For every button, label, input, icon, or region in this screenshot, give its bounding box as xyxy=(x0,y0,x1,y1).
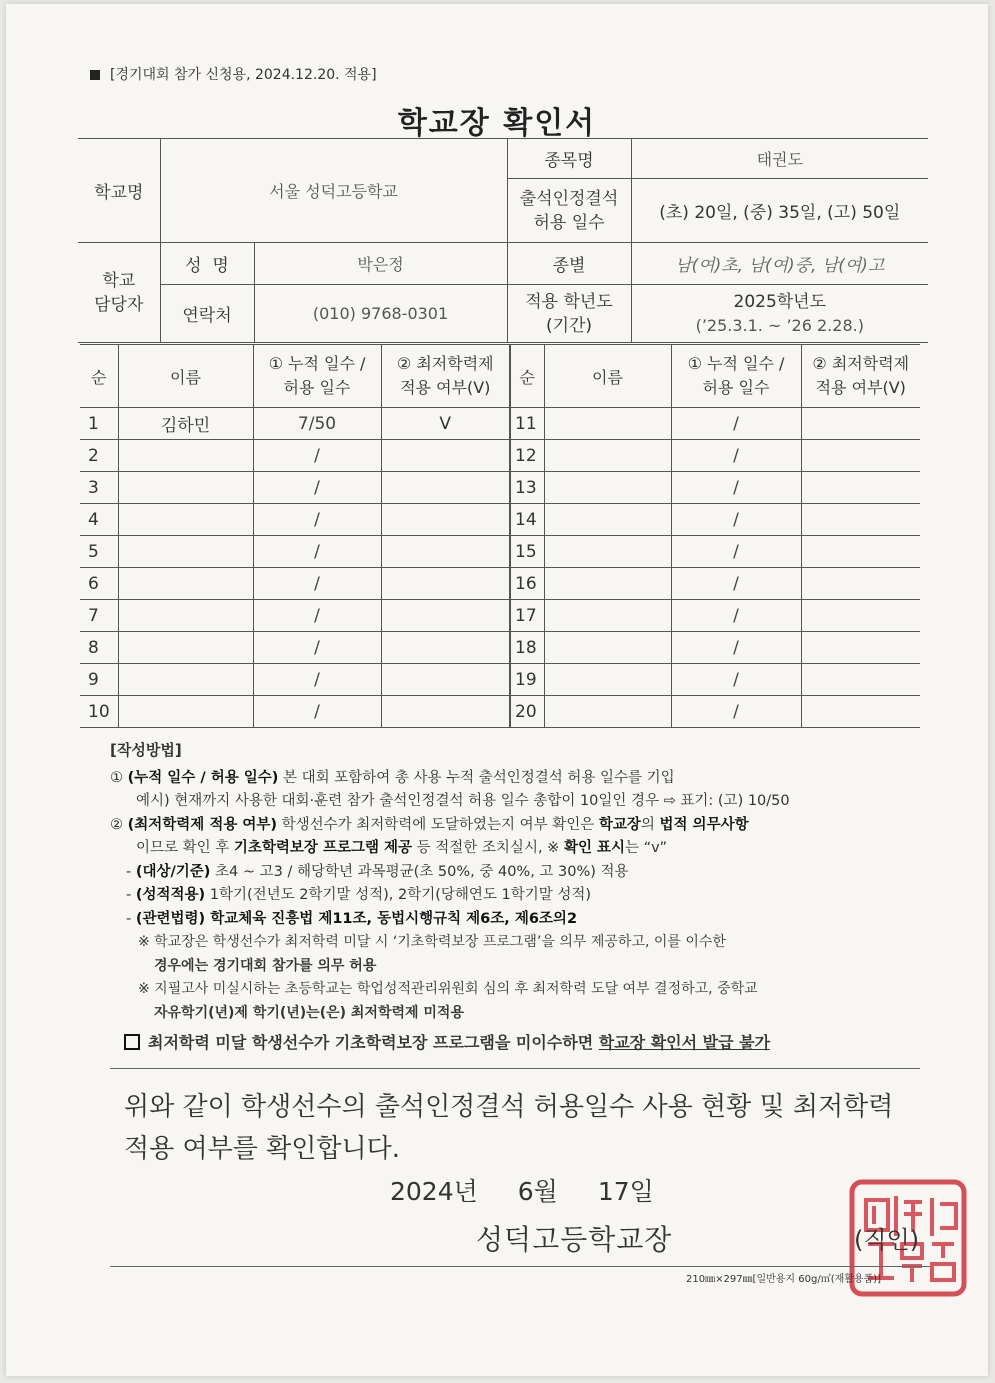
row-name-right xyxy=(544,472,671,504)
paper-spec-footer: 210㎜×297㎜[일반용지 60g/㎡(재활용품)] xyxy=(686,1274,882,1285)
writing-method xyxy=(110,739,930,1055)
final-text-b: 학교장 확인서 발급 불가 xyxy=(598,1033,771,1052)
table-row xyxy=(80,664,920,696)
issue-date xyxy=(390,1172,694,1208)
row-check-left xyxy=(381,536,510,568)
year-value xyxy=(631,285,928,343)
row-no-right: 17 xyxy=(510,600,544,632)
row-no-right: 19 xyxy=(510,664,544,696)
principal-title: 성덕고등학교장 xyxy=(476,1223,673,1256)
row-no-right: 15 xyxy=(510,536,544,568)
year-label xyxy=(507,285,631,343)
item1-mark: ① xyxy=(110,769,123,786)
row-no-left: 9 xyxy=(80,664,118,696)
event-label: 종목명 xyxy=(507,139,631,179)
absence-label xyxy=(507,179,631,243)
manager-label-line2: 담당자 xyxy=(94,294,144,315)
method-item-2-line2 xyxy=(110,837,930,861)
row-check-left xyxy=(381,696,510,728)
col-min-right-line2: 적용 여부(V) xyxy=(815,378,906,397)
contact-value: (010) 9768-0301 xyxy=(254,285,507,343)
item2-text-c: 의 xyxy=(640,816,660,833)
col-days-left-line2: 허용 일수 xyxy=(283,378,351,397)
col-min-left-line2: 적용 여부(V) xyxy=(400,378,491,397)
document-page xyxy=(6,4,988,1376)
name-value: 박은정 xyxy=(254,243,507,285)
method-item-1 xyxy=(110,767,930,791)
date-year: 2024년 xyxy=(390,1177,478,1206)
item2-line2-bold2: 확인 표시 xyxy=(563,840,626,856)
col-days-left-line1: ① 누적 일수 / xyxy=(268,354,366,373)
row-name-left xyxy=(118,536,253,568)
item1-text: 본 대회 포함하여 총 사용 누적 출석인정결석 허용 일수를 기입 xyxy=(278,769,675,786)
row-check-right xyxy=(801,440,920,472)
method-item-1-example: 예시) 현재까지 사용한 대회·훈련 참가 출석인정결석 허용 일수 총합이 10일인 경우 ⇨ 표기: (고) 10/50 xyxy=(136,793,790,809)
row-no-right: 16 xyxy=(510,568,544,600)
row-days-right: / xyxy=(671,408,801,440)
row-no-left: 2 xyxy=(80,440,118,472)
row-name-right xyxy=(544,504,671,536)
header-note-text: [경기대회 참가 신청용, 2024.12.20. 적용] xyxy=(110,67,377,83)
row-check-left xyxy=(381,600,510,632)
year-value-text: 2025학년도 xyxy=(733,291,827,312)
row-no-left: 1 xyxy=(80,408,118,440)
row-days-left: / xyxy=(253,504,381,536)
row-check-right xyxy=(801,536,920,568)
item2-bold-b: 학교장 xyxy=(598,816,641,833)
row-name-right xyxy=(544,408,671,440)
row-name-left xyxy=(118,504,253,536)
col-no-left: 순 xyxy=(80,345,118,408)
table-row xyxy=(80,568,920,600)
row-check-right xyxy=(801,632,920,664)
row-days-left: / xyxy=(253,664,381,696)
method-sub-3: - (관련법령) 학교체육 진흥법 제11조, 동법시행규칙 제6조, 제6조의2 xyxy=(126,910,578,927)
row-name-right xyxy=(544,696,671,728)
row-check-left xyxy=(381,664,510,696)
col-min-right xyxy=(801,345,920,408)
school-label: 학교명 xyxy=(78,139,160,243)
row-no-left: 3 xyxy=(80,472,118,504)
row-days-right: / xyxy=(671,664,801,696)
row-check-right xyxy=(801,504,920,536)
sub2-bold: (성적적용) xyxy=(135,887,206,903)
year-label-line2: (기간) xyxy=(545,315,593,336)
square-bullet-icon xyxy=(90,70,100,80)
sub1-bold: (대상/기준) xyxy=(135,863,211,880)
method-final-note xyxy=(110,1031,930,1055)
manager-label xyxy=(78,243,160,343)
row-check-right xyxy=(801,696,920,728)
col-name-left: 이름 xyxy=(118,345,253,408)
row-name-left xyxy=(118,568,253,600)
confirm-line-2: 적용 여부를 확인합니다. xyxy=(124,1134,400,1164)
row-name-left xyxy=(118,632,253,664)
method-sub-1: - (대상/기준) 초4 ~ 고3 / 해당학년 과목평균(초 50%, 중 40%, 고 30%) 적용 xyxy=(126,863,629,880)
row-days-right: / xyxy=(671,504,801,536)
method-note-1-line1: ※ 학교장은 학생선수가 최저학력 미달 시 ‘기초학력보장 프로그램’을 의무 제공하고, 이를 이수한 xyxy=(138,934,726,950)
row-no-right: 12 xyxy=(510,440,544,472)
final-text-a: 최저학력 미달 학생선수가 기초학력보장 프로그램을 미이수하면 xyxy=(148,1033,599,1052)
sub3-bold: (관련법령) xyxy=(135,910,206,927)
school-value: 서울 성덕고등학교 xyxy=(160,139,507,243)
row-no-right: 20 xyxy=(510,696,544,728)
method-item-2 xyxy=(110,814,930,838)
row-no-left: 6 xyxy=(80,568,118,600)
row-days-left: / xyxy=(253,440,381,472)
row-check-right xyxy=(801,472,920,504)
row-check-left xyxy=(381,504,510,536)
col-days-left xyxy=(253,345,381,408)
event-value: 태권도 xyxy=(631,139,928,179)
item1-bold: (누적 일수 / 허용 일수) xyxy=(127,769,279,786)
year-label-line1: 적용 학년도 xyxy=(525,291,613,312)
row-check-left xyxy=(381,632,510,664)
table-row xyxy=(80,696,920,728)
row-check-right xyxy=(801,568,920,600)
row-name-left xyxy=(118,600,253,632)
confirm-statement xyxy=(124,1086,924,1170)
row-days-left: / xyxy=(253,472,381,504)
method-heading: [작성방법] xyxy=(110,741,182,759)
row-no-left: 10 xyxy=(80,696,118,728)
page-title: 학교장 확인서 xyxy=(397,106,597,141)
method-note-2-line1: ※ 지필고사 미실시하는 초등학교는 학업성적관리위원회 심의 후 최저학력 도달 여부 결정하고, 중학교 xyxy=(138,981,758,997)
col-days-right-line2: 허용 일수 xyxy=(702,378,770,397)
item2-line2-bold: 기초학력보장 프로그램 제공 xyxy=(233,840,413,856)
row-no-right: 11 xyxy=(510,408,544,440)
list-header-row xyxy=(80,345,920,408)
row-name-right xyxy=(544,600,671,632)
row-no-left: 7 xyxy=(80,600,118,632)
col-min-left-line1: ② 최저학력제 xyxy=(396,354,494,373)
row-days-right: / xyxy=(671,472,801,504)
row-check-left xyxy=(381,472,510,504)
row-check-right xyxy=(801,600,920,632)
table-row xyxy=(80,536,920,568)
row-name-left: 김하민 xyxy=(118,408,253,440)
row-name-right xyxy=(544,440,671,472)
table-row xyxy=(80,600,920,632)
row-days-right: / xyxy=(671,536,801,568)
period-value: (’25.3.1. ~ ’26 2.28.) xyxy=(695,315,864,335)
row-check-left xyxy=(381,568,510,600)
row-no-left: 8 xyxy=(80,632,118,664)
divider xyxy=(110,1068,920,1069)
date-month: 6월 xyxy=(517,1177,558,1206)
date-day: 17일 xyxy=(597,1177,654,1206)
table-row xyxy=(80,504,920,536)
gender-value: 남(여)초, 남(여)중, 남(여)고 xyxy=(631,243,928,285)
manager-label-line1: 학교 xyxy=(102,270,136,291)
row-no-right: 13 xyxy=(510,472,544,504)
row-check-left: V xyxy=(381,408,510,440)
item2-bold: (최저학력제 적용 여부) xyxy=(127,816,278,833)
method-sub-2: - (성적적용) 1학기(전년도 2학기말 성적), 2학기(당해연도 1학기말 성적) xyxy=(126,887,592,903)
info-table xyxy=(78,138,928,343)
item2-bold-d: 법적 의무사항 xyxy=(659,816,749,833)
item2-text-a: 학생선수가 최저학력에 도달하였는지 여부 확인은 xyxy=(277,816,599,833)
table-row xyxy=(80,440,920,472)
method-note-1-line2: 경우에는 경기대회 참가를 의무 허용 xyxy=(154,957,377,974)
table-row xyxy=(80,408,920,440)
row-days-left: / xyxy=(253,600,381,632)
row-name-left xyxy=(118,664,253,696)
list-body xyxy=(80,408,920,728)
method-note-2-line2: 자유학기(년)제 학기(년)는(은) 최저학력제 미적용 xyxy=(154,1004,464,1021)
row-days-left: / xyxy=(253,536,381,568)
row-check-left xyxy=(381,440,510,472)
row-name-right xyxy=(544,536,671,568)
row-no-left: 4 xyxy=(80,504,118,536)
item2-line2-a: 이므로 확인 후 xyxy=(136,840,234,856)
table-row xyxy=(80,632,920,664)
table-row xyxy=(80,472,920,504)
student-list-table xyxy=(80,344,920,728)
row-no-left: 5 xyxy=(80,536,118,568)
col-name-right: 이름 xyxy=(544,345,671,408)
row-days-right: / xyxy=(671,632,801,664)
sub2-text: 1학기(전년도 2학기말 성적), 2학기(당해연도 1학기말 성적) xyxy=(205,887,592,903)
row-days-left: / xyxy=(253,696,381,728)
row-days-right: / xyxy=(671,440,801,472)
row-days-right: / xyxy=(671,600,801,632)
row-no-right: 14 xyxy=(510,504,544,536)
col-days-right xyxy=(671,345,801,408)
row-check-right xyxy=(801,664,920,696)
row-days-left: 7/50 xyxy=(253,408,381,440)
header-note xyxy=(90,64,377,84)
row-check-right xyxy=(801,408,920,440)
confirm-line-1: 위와 같이 학생선수의 출석인정결석 허용일수 사용 현황 및 최저학력 xyxy=(124,1092,894,1122)
row-days-left: / xyxy=(253,568,381,600)
sub3-text: 학교체육 진흥법 제11조, 동법시행규칙 제6조, 제6조의2 xyxy=(205,910,578,927)
absence-value: (초) 20일, (중) 35일, (고) 50일 xyxy=(631,179,928,243)
col-no-right: 순 xyxy=(510,345,544,408)
col-days-right-line1: ① 누적 일수 / xyxy=(687,354,785,373)
col-min-left xyxy=(381,345,510,408)
row-name-left xyxy=(118,472,253,504)
item2-mark: ② xyxy=(110,816,123,833)
row-name-right xyxy=(544,664,671,696)
sub1-text: 초4 ~ 고3 / 해당학년 과목평균(초 50%, 중 40%, 고 30%) 적용 xyxy=(210,863,629,880)
seal-label: (직인) xyxy=(854,1226,920,1254)
row-name-left xyxy=(118,440,253,472)
row-name-left xyxy=(118,696,253,728)
row-name-right xyxy=(544,632,671,664)
arrow-box-icon xyxy=(124,1034,140,1050)
row-name-right xyxy=(544,568,671,600)
item2-line2-b: 등 적절한 조치실시, ※ xyxy=(412,840,564,856)
row-no-right: 18 xyxy=(510,632,544,664)
col-min-right-line1: ② 최저학력제 xyxy=(812,354,910,373)
row-days-left: / xyxy=(253,632,381,664)
gender-label: 종별 xyxy=(507,243,631,285)
row-days-right: / xyxy=(671,696,801,728)
item2-line2-c: 는 “v” xyxy=(625,840,667,856)
name-label: 성 명 xyxy=(160,243,254,285)
absence-label-line1: 출석인정결석 xyxy=(519,188,619,209)
bottom-divider xyxy=(110,1266,930,1267)
contact-label: 연락처 xyxy=(160,285,254,343)
absence-label-line2: 허용 일수 xyxy=(533,212,605,233)
row-days-right: / xyxy=(671,568,801,600)
